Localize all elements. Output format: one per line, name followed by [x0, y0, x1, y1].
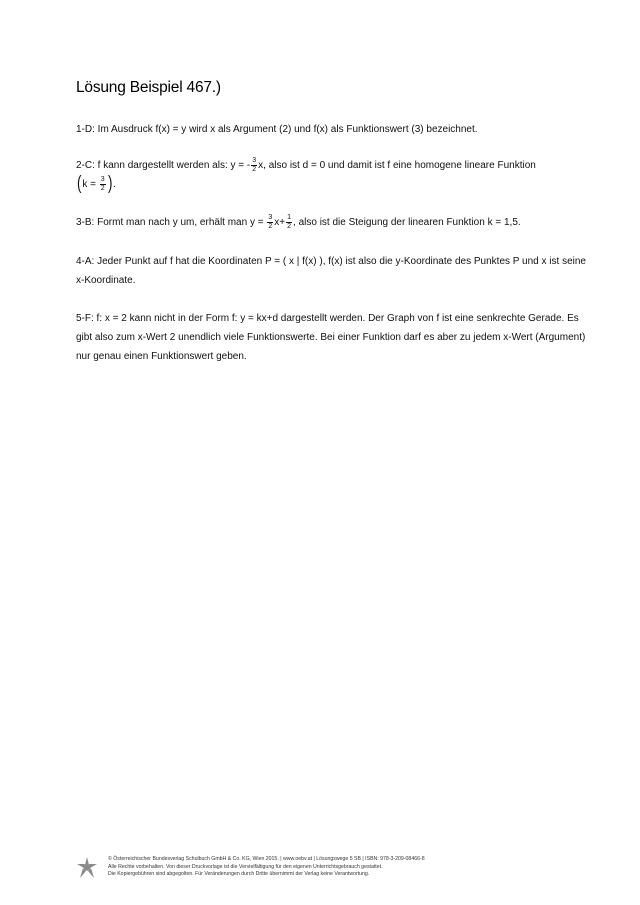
fraction-numerator: 1: [287, 213, 292, 221]
open-parenthesis: (: [76, 173, 82, 195]
fraction-numerator: 3: [100, 175, 105, 183]
slope-label: k =: [82, 179, 96, 190]
fraction-numerator: 3: [268, 213, 273, 221]
publisher-star-logo-icon: [76, 856, 98, 880]
fraction-denominator: 2: [252, 165, 257, 173]
fraction-numerator: 3: [252, 156, 257, 164]
solution-item-2-text-a: 2-C: f kann dargestellt werden als: y = -: [76, 160, 251, 171]
solution-item-2: [76, 156, 596, 194]
footer-copyright: [108, 856, 425, 879]
fraction-three-halves: [251, 157, 257, 174]
footer-line-2: Alle Rechte vorbehalten. Von dieser Druckvorlage ist die Vervielfältigung für den eigenen Unterrichtsgebrauch gestattet.: [108, 863, 383, 870]
fraction-denominator: 2: [268, 222, 273, 230]
solution-item-3-text-a: 3-B: Formt man nach y um, erhält man y =: [76, 217, 264, 228]
solution-item-4: 4-A: Jeder Punkt auf f hat die Koordinaten P = ( x | f(x) ), f(x) ist also die y-Koordinate des Punktes P und x ist seine x-Koordinate.: [76, 256, 586, 286]
solution-item-3-text-b: x+: [274, 217, 286, 228]
fraction-one-half: [286, 214, 292, 231]
footer-line-1: © Österreichischer Bundesverlag Schulbuch GmbH & Co. KG, Wien 2015. | www.oebv.at | Lösungswege 5 SB | ISBN: 978-3-209-08466-8: [108, 856, 425, 862]
close-parenthesis: ): [107, 173, 113, 195]
fraction-denominator: 2: [100, 184, 105, 192]
solution-item-3: [76, 213, 596, 232]
solution-item-2-text-b: x, also ist d = 0 und damit ist f eine homogene lineare Funktion: [258, 160, 536, 171]
fraction-three-halves: [100, 176, 106, 193]
solution-item-5: 5-F: f: x = 2 kann nicht in der Form f: y = kx+d dargestellt werden. Der Graph von f ist eine senkrechte Gerade. Es gibt also zum x-Wert 2 unendlich viele Funktionswerte. Bei einer Funktion darf es aber zu jedem x-Wert (Argument) nur genau einen Funktionswert geben.: [76, 313, 586, 362]
period: .: [112, 179, 116, 190]
solution-item-1: 1-D: Im Ausdruck f(x) = y wird x als Argument (2) und f(x) als Funktionswert (3) bezeichnet.: [76, 124, 478, 135]
page-title: Lösung Beispiel 467.): [76, 79, 221, 96]
footer-line-3: Die Kopiergebühren sind abgegolten. Für Veränderungen durch Dritte übernimmt der Verlag keine Verantwortung.: [108, 871, 370, 877]
fraction-denominator: 2: [287, 222, 292, 230]
solution-item-3-text-c: , also ist die Steigung der linearen Funktion k = 1,5.: [293, 217, 521, 228]
fraction-three-halves: [267, 214, 273, 231]
